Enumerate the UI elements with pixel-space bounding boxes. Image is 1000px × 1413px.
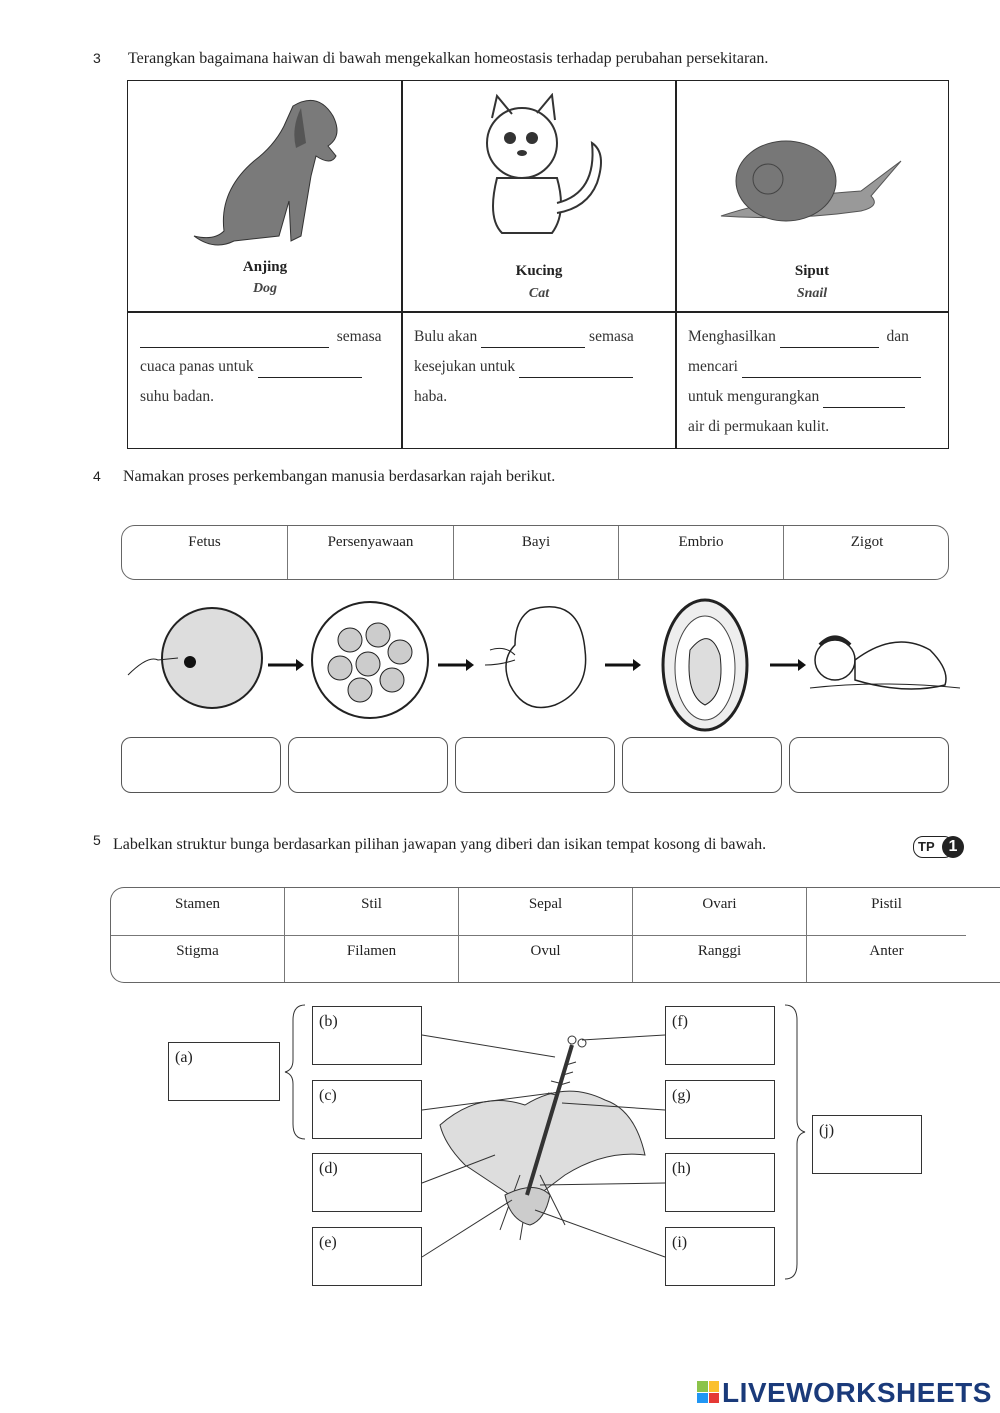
label-box-d[interactable] xyxy=(312,1153,422,1212)
cat-text-a: Bulu akan xyxy=(414,328,478,345)
label-h: (h) xyxy=(672,1160,691,1177)
snail-text-a: Menghasilkan xyxy=(688,328,776,345)
brace-right-icon xyxy=(785,1005,805,1279)
cat-text-d: haba. xyxy=(414,388,448,405)
cat-english: Cat xyxy=(528,286,550,301)
dog-text-a: semasa xyxy=(336,328,382,345)
q5-option-stigma[interactable]: Stigma xyxy=(111,935,285,983)
q4-answer-box-1[interactable] xyxy=(121,737,281,793)
q5-options-table xyxy=(110,887,1000,983)
q5-option-pistil[interactable]: Pistil xyxy=(871,896,902,912)
question-4-text: Namakan proses perkembangan manusia berdasarkan rajah berikut. xyxy=(123,468,556,485)
q4-answer-box-3[interactable] xyxy=(455,737,615,793)
dog-blank-2[interactable] xyxy=(258,357,362,378)
label-c: (c) xyxy=(319,1087,337,1104)
q5-option-filamen[interactable]: Filamen xyxy=(285,935,459,983)
snail-text-e: air di permukaan kulit. xyxy=(688,418,830,435)
q5-option-stil[interactable]: Stil xyxy=(285,888,459,935)
dog-name: Anjing xyxy=(242,259,288,275)
q4-option-fetus[interactable]: Fetus xyxy=(122,526,288,580)
label-j: (j) xyxy=(819,1122,835,1139)
snail-blank-1[interactable] xyxy=(780,327,879,348)
label-d: (d) xyxy=(319,1160,338,1177)
dog-blank-1[interactable] xyxy=(140,327,329,348)
q5-option-ranggi[interactable]: Ranggi xyxy=(633,935,807,983)
cat-text-c: kesejukan untuk xyxy=(414,358,516,375)
baby-image xyxy=(810,638,960,690)
label-b: (b) xyxy=(319,1013,338,1030)
cat-answer-cell xyxy=(401,311,677,449)
q4-options-bar xyxy=(121,525,949,580)
label-box-h[interactable] xyxy=(665,1153,775,1212)
question-4-number: 4 xyxy=(93,468,101,484)
label-box-e[interactable] xyxy=(312,1227,422,1286)
snail-text-b: dan xyxy=(886,328,909,345)
dog-image xyxy=(183,86,353,256)
snail-cell xyxy=(675,80,949,313)
question-5-number: 5 xyxy=(93,832,101,848)
q4-answer-box-5[interactable] xyxy=(789,737,949,793)
cat-text-b: semasa xyxy=(589,328,634,345)
fetus-image xyxy=(663,600,747,730)
label-box-a[interactable] xyxy=(168,1042,280,1101)
dog-text-c: suhu badan. xyxy=(140,388,215,405)
label-f: (f) xyxy=(672,1013,688,1030)
live-logo-icon xyxy=(697,1381,719,1403)
tp-badge-label: TP xyxy=(918,839,935,854)
cat-blank-1[interactable] xyxy=(481,327,585,348)
label-box-j[interactable] xyxy=(812,1115,922,1174)
hibiscus-flower-image xyxy=(440,1036,645,1240)
q4-option-embrio[interactable]: Embrio xyxy=(619,526,784,580)
cat-cell xyxy=(401,80,677,313)
cat-image xyxy=(462,93,622,243)
q5-option-ovari[interactable]: Ovari xyxy=(633,888,807,935)
cat-blank-2[interactable] xyxy=(519,357,633,378)
q4-option-persenyawaan[interactable]: Persenyawaan xyxy=(288,526,454,580)
label-i: (i) xyxy=(672,1234,688,1251)
label-box-b[interactable] xyxy=(312,1006,422,1065)
q4-answer-box-2[interactable] xyxy=(288,737,448,793)
dog-english: Dog xyxy=(252,281,278,296)
label-e: (e) xyxy=(319,1234,337,1251)
q5-option-anter[interactable]: Anter xyxy=(869,943,904,959)
q5-option-stamen[interactable]: Stamen xyxy=(111,888,285,935)
snail-blank-2[interactable] xyxy=(742,357,921,378)
brace-left-icon xyxy=(285,1005,305,1139)
embryo-image xyxy=(485,607,586,708)
dog-text-b: cuaca panas untuk xyxy=(140,358,254,375)
snail-text-c: mencari xyxy=(688,358,738,375)
q4-option-zigot[interactable]: Zigot xyxy=(850,534,884,550)
human-development-diagram xyxy=(120,590,970,735)
question-3-text: Terangkan bagaimana haiwan di bawah mengekalkan homeostasis terhadap perubahan persekitaran. xyxy=(128,50,769,67)
tp-badge-number: 1 xyxy=(942,836,964,858)
snail-english: Snail xyxy=(796,286,828,301)
fertilization-image xyxy=(128,608,262,708)
q5-option-sepal[interactable]: Sepal xyxy=(459,888,633,935)
label-box-c[interactable] xyxy=(312,1080,422,1139)
q5-option-ovul[interactable]: Ovul xyxy=(459,935,633,983)
label-g: (g) xyxy=(672,1087,691,1104)
q4-option-bayi[interactable]: Bayi xyxy=(454,526,619,580)
cat-name: Kucing xyxy=(515,263,563,279)
label-box-i[interactable] xyxy=(665,1227,775,1286)
snail-image xyxy=(716,131,916,231)
label-box-f[interactable] xyxy=(665,1006,775,1065)
snail-name: Siput xyxy=(794,263,830,279)
label-a: (a) xyxy=(175,1049,193,1066)
label-box-g[interactable] xyxy=(665,1080,775,1139)
snail-text-d: untuk mengurangkan xyxy=(688,388,820,405)
dog-answer-cell xyxy=(127,311,403,449)
question-5-text: Labelkan struktur bunga berdasarkan pilihan jawapan yang diberi dan isikan tempat kosong di bawah. xyxy=(113,836,767,853)
dog-cell xyxy=(127,80,403,313)
q4-answer-box-4[interactable] xyxy=(622,737,782,793)
question-3-number: 3 xyxy=(93,50,101,66)
snail-blank-3[interactable] xyxy=(823,387,905,408)
snail-answer-cell xyxy=(675,311,949,449)
liveworksheets-brand: LIVEWORKSHEETS xyxy=(722,1377,992,1408)
zygote-cells-image xyxy=(312,602,428,718)
